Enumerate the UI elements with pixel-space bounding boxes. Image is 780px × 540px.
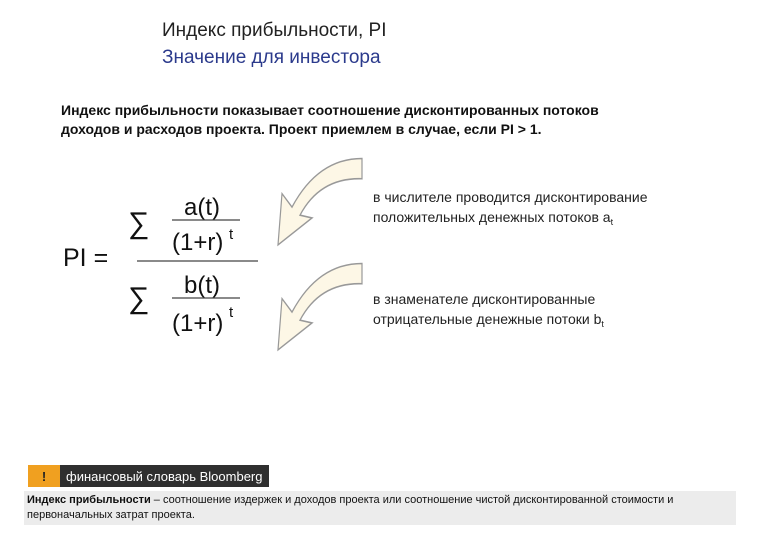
- glossary-label: финансовый словарь Bloomberg: [60, 465, 269, 487]
- denominator-denominator: (1+r): [172, 310, 224, 337]
- definition-term: Индекс прибыльности: [27, 494, 151, 506]
- sum-symbol-bottom: ∑: [128, 282, 150, 315]
- sum-symbol-top: ∑: [128, 207, 150, 240]
- curved-arrow-icon: [278, 159, 362, 245]
- slide-subtitle: Значение для инвестора: [162, 47, 381, 68]
- numerator-explanation: в числителе проводится дисконтирование положительных денежных потоков $a_t$: [373, 189, 648, 227]
- numerator-exponent: t: [229, 226, 234, 243]
- exclamation-icon: !: [28, 465, 60, 487]
- numerator-denominator: (1+r): [172, 229, 224, 256]
- slide-title: Индекс прибыльности, PI: [162, 20, 387, 41]
- bloomberg-glossary-header: [28, 465, 269, 487]
- intro-paragraph: Индекс прибыльности показывает соотношение дисконтированных потоков доходов и расходов проекта. Проект приемлем в случае, если PI > 1.: [61, 102, 599, 137]
- denominator-exponent: t: [229, 304, 234, 321]
- glossary-definition: [24, 491, 736, 525]
- denominator-b: b(t): [184, 272, 220, 299]
- definition-text: – соотношение издержек и доходов проекта или соотношение чистой дисконтированной стоимости и первоначальных затрат проекта.: [27, 494, 674, 521]
- numerator-a: a(t): [184, 194, 220, 221]
- curved-arrow-icon: [278, 264, 362, 350]
- formula-lhs: PI =: [63, 244, 109, 272]
- denominator-explanation: в знаменателе дисконтированные отрицательные денежные потоки $b_t$: [373, 291, 604, 329]
